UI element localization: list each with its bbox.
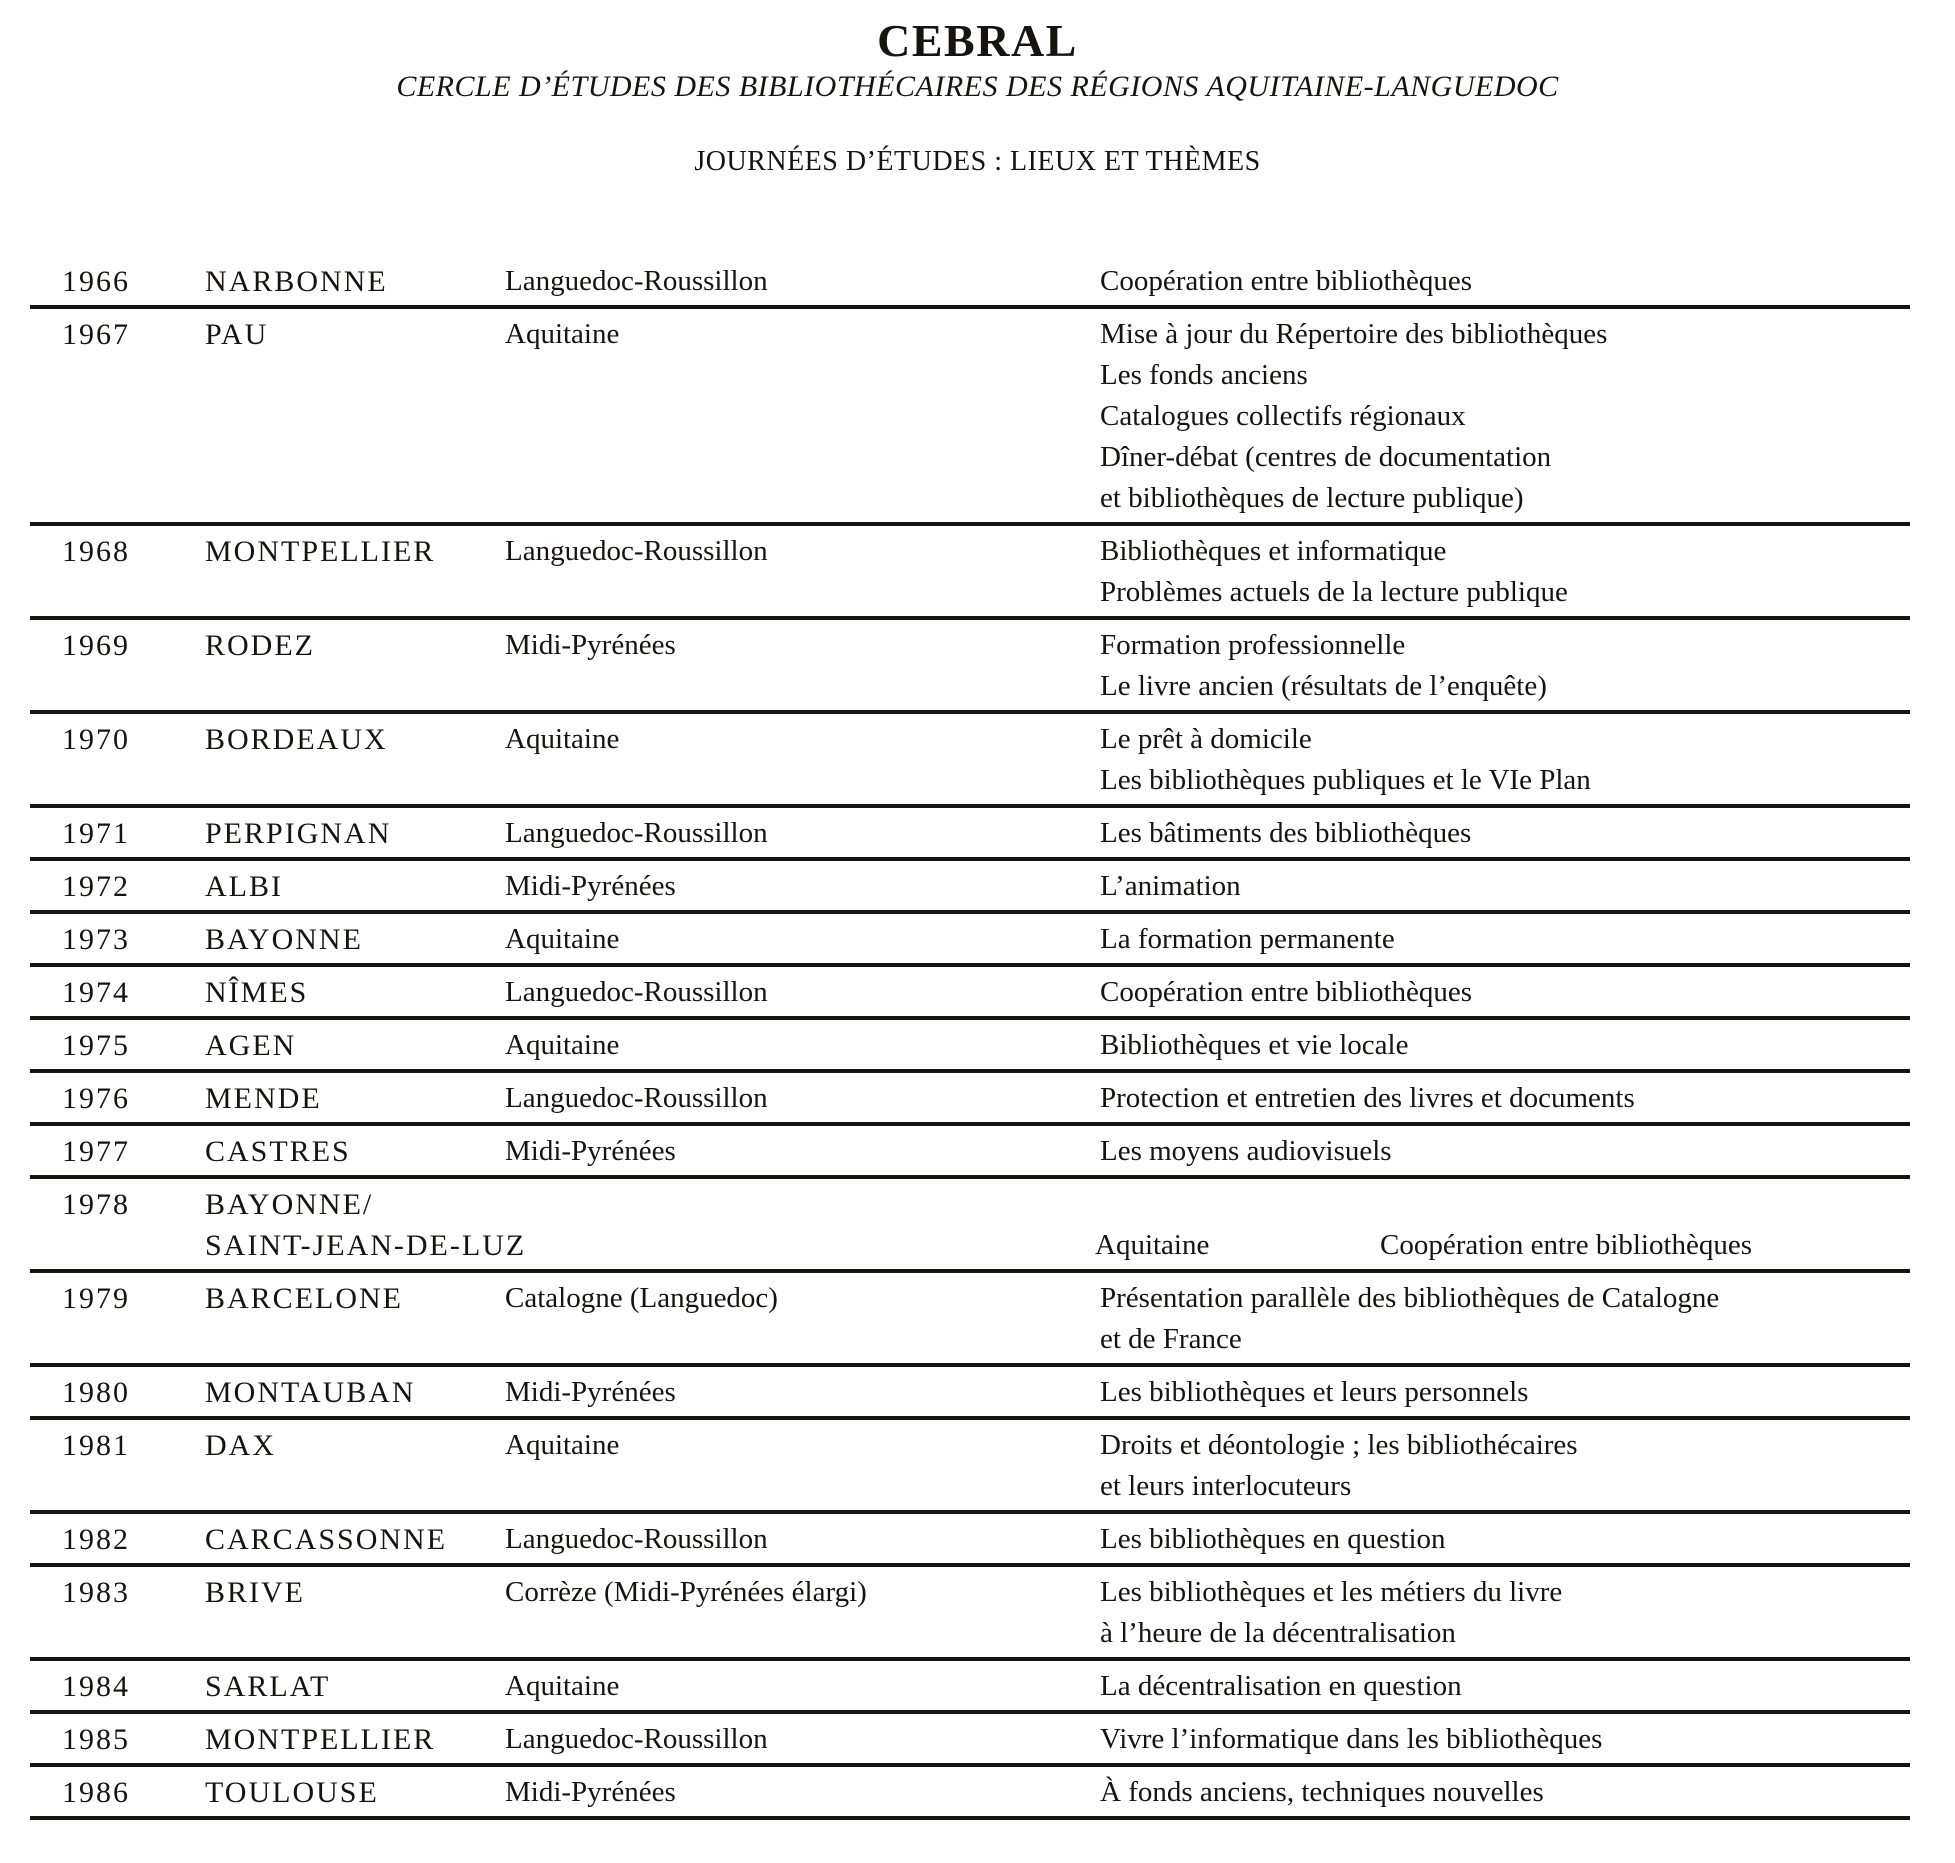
region-cell: Midi-Pyrénées [505,1135,676,1167]
region-cell: Aquitaine [505,723,620,755]
theme-line: Bibliothèques et vie locale [1100,1029,1409,1061]
document-header [0,0,1955,179]
year-cell: 1984 [62,1670,130,1703]
table-row [30,967,1910,1020]
theme-line: Vivre l’informatique dans les bibliothèques [1100,1723,1603,1755]
year-cell: 1970 [62,723,130,756]
region-cell: Languedoc-Roussillon [505,1723,768,1755]
theme-line: Problèmes actuels de la lecture publique [1100,576,1568,608]
themes-cell [1100,719,1910,801]
theme-line: Droits et déontologie ; les bibliothécaires [1100,1429,1578,1461]
theme-line: Bibliothèques et informatique [1100,535,1447,567]
theme-line: Protection et entretien des livres et documents [1100,1082,1635,1114]
themes-cell [1100,1719,1910,1760]
region-cell: Languedoc-Roussillon [505,535,768,567]
table-row [30,1567,1910,1661]
theme-line: À fonds anciens, techniques nouvelles [1100,1776,1544,1808]
themes-cell [1100,1519,1910,1560]
themes-cell [1100,1025,1910,1066]
themes-cell [1100,1666,1910,1707]
year-cell: 1985 [62,1723,130,1756]
theme-line: et leurs interlocuteurs [1100,1470,1352,1502]
year-cell: 1977 [62,1135,130,1168]
city-cell: PERPIGNAN [205,817,392,850]
city-cell: CARCASSONNE [205,1523,448,1556]
themes-cell [1100,1572,1910,1654]
region-cell: Aquitaine [1095,1229,1210,1261]
city-cell: MONTAUBAN [205,1376,416,1409]
table-row [30,1073,1910,1126]
region-cell: Midi-Pyrénées [505,1376,676,1408]
section-heading: JOURNÉES D’ÉTUDES : LIEUX ET THÈMES [694,146,1261,177]
themes-cell [1100,261,1910,302]
year-cell: 1979 [62,1282,130,1315]
themes-cell [1100,314,1910,519]
year-cell: 1972 [62,870,130,903]
themes-cell [1100,972,1910,1013]
year-cell: 1975 [62,1029,130,1062]
table-row [30,256,1910,309]
city-cell: MENDE [205,1082,322,1115]
city-cell: DAX [205,1429,276,1462]
table-row [30,1126,1910,1179]
city-cell: TOULOUSE [205,1776,379,1809]
theme-line: La formation permanente [1100,923,1395,955]
table-row [30,526,1910,620]
theme-line: Coopération entre bibliothèques [1100,976,1473,1008]
themes-cell [1100,1425,1910,1507]
year-cell: 1981 [62,1429,130,1462]
themes-cell [1100,1772,1910,1813]
region-cell: Languedoc-Roussillon [505,976,768,1008]
year-cell: 1978 [62,1188,130,1221]
table-row [30,1020,1910,1073]
region-cell: Languedoc-Roussillon [505,1082,768,1114]
city-cell: BARCELONE [205,1282,403,1315]
theme-line: à l’heure de la décentralisation [1100,1617,1456,1649]
theme-line: Les bibliothèques publiques et le VIe Plan [1100,764,1591,796]
year-cell: 1976 [62,1082,130,1115]
theme-line: Les bibliothèques et les métiers du livre [1100,1576,1563,1608]
year-cell: 1968 [62,535,130,568]
table-row [30,1367,1910,1420]
region-cell: Midi-Pyrénées [505,870,676,902]
table-row [30,914,1910,967]
theme-line: Les bibliothèques et leurs personnels [1100,1376,1529,1408]
region-cell: Catalogne (Languedoc) [505,1282,778,1314]
theme-line: Les fonds anciens [1100,359,1308,391]
city-cell: BAYONNE/ [205,1188,374,1221]
region-cell: Languedoc-Roussillon [505,265,768,297]
themes-cell [1100,813,1910,854]
themes-cell [1100,625,1910,707]
year-cell: 1982 [62,1523,130,1556]
theme-line: Coopération entre bibliothèques [1100,265,1473,297]
year-cell: 1966 [62,265,130,298]
city-cell: NÎMES [205,976,309,1009]
themes-cell [1100,531,1910,613]
table-row [30,808,1910,861]
theme-line: Formation professionnelle [1100,629,1406,661]
year-cell: 1971 [62,817,130,850]
region-cell: Aquitaine [505,923,620,955]
theme-line: Catalogues collectifs régionaux [1100,400,1466,432]
themes-cell [1100,1078,1910,1119]
year-cell: 1973 [62,923,130,956]
theme-line: Coopération entre bibliothèques [1380,1229,1753,1261]
year-cell: 1980 [62,1376,130,1409]
table-row-line [30,1225,1910,1266]
theme-line: Dîner-débat (centres de documentation [1100,441,1552,473]
themes-cell [1100,1131,1910,1172]
theme-line: Le prêt à domicile [1100,723,1312,755]
city-cell: BRIVE [205,1576,305,1609]
study-days-table [30,256,1910,1820]
table-row [30,1514,1910,1567]
theme-line: Le livre ancien (résultats de l’enquête) [1100,670,1547,702]
theme-line: L’animation [1100,870,1241,902]
theme-line: Mise à jour du Répertoire des bibliothèques [1100,318,1608,350]
themes-cell [1100,1278,1910,1360]
year-cell: 1974 [62,976,130,1009]
region-cell: Languedoc-Roussillon [505,1523,768,1555]
table-row [30,1767,1910,1820]
region-cell: Aquitaine [505,1029,620,1061]
table-row [30,1420,1910,1514]
year-cell: 1983 [62,1576,130,1609]
city-cell: CASTRES [205,1135,351,1168]
city-cell: AGEN [205,1029,297,1062]
city-cell: MONTPELLIER [205,535,436,568]
city-cell: BORDEAUX [205,723,388,756]
theme-line: et bibliothèques de lecture publique) [1100,482,1524,514]
theme-line: et de France [1100,1323,1242,1355]
themes-cell [1100,919,1910,960]
year-cell: 1986 [62,1776,130,1809]
region-cell: Midi-Pyrénées [505,1776,676,1808]
city-cell: NARBONNE [205,265,388,298]
city-cell: SARLAT [205,1670,331,1703]
region-cell: Corrèze (Midi-Pyrénées élargi) [505,1576,867,1608]
theme-line: La décentralisation en question [1100,1670,1462,1702]
city-cell: ALBI [205,870,283,903]
table-row [30,861,1910,914]
city-cell: MONTPELLIER [205,1723,436,1756]
region-cell: Aquitaine [505,318,620,350]
city-cell: BAYONNE [205,923,363,956]
region-cell: Languedoc-Roussillon [505,817,768,849]
region-cell: Aquitaine [505,1670,620,1702]
theme-line: Les moyens audiovisuels [1100,1135,1392,1167]
themes-cell [1100,866,1910,907]
table-row [30,1714,1910,1767]
table-row [30,714,1910,808]
theme-line: Les bibliothèques en question [1100,1523,1446,1555]
region-cell: Aquitaine [505,1429,620,1461]
region-cell: Midi-Pyrénées [505,629,676,661]
table-row [30,620,1910,714]
year-cell-spacer [30,1225,205,1266]
year-cell: 1967 [62,318,130,351]
table-row [30,1661,1910,1714]
table-row [30,309,1910,526]
page-title: CEBRAL [877,15,1078,66]
page-subtitle: CERCLE D’ÉTUDES DES BIBLIOTHÉCAIRES DES RÉGIONS AQUITAINE-LANGUEDOC [396,70,1559,103]
theme-line: Les bâtiments des bibliothèques [1100,817,1472,849]
table-row [30,1273,1910,1367]
table-row-line [30,1184,1910,1225]
table-row [30,1179,1910,1273]
city-cell-line2: SAINT-JEAN-DE-LUZ [205,1229,527,1262]
theme-line: Présentation parallèle des bibliothèques de Catalogne [1100,1282,1720,1314]
city-cell: RODEZ [205,629,315,662]
year-cell: 1969 [62,629,130,662]
themes-cell [1100,1372,1910,1413]
city-cell: PAU [205,318,269,351]
